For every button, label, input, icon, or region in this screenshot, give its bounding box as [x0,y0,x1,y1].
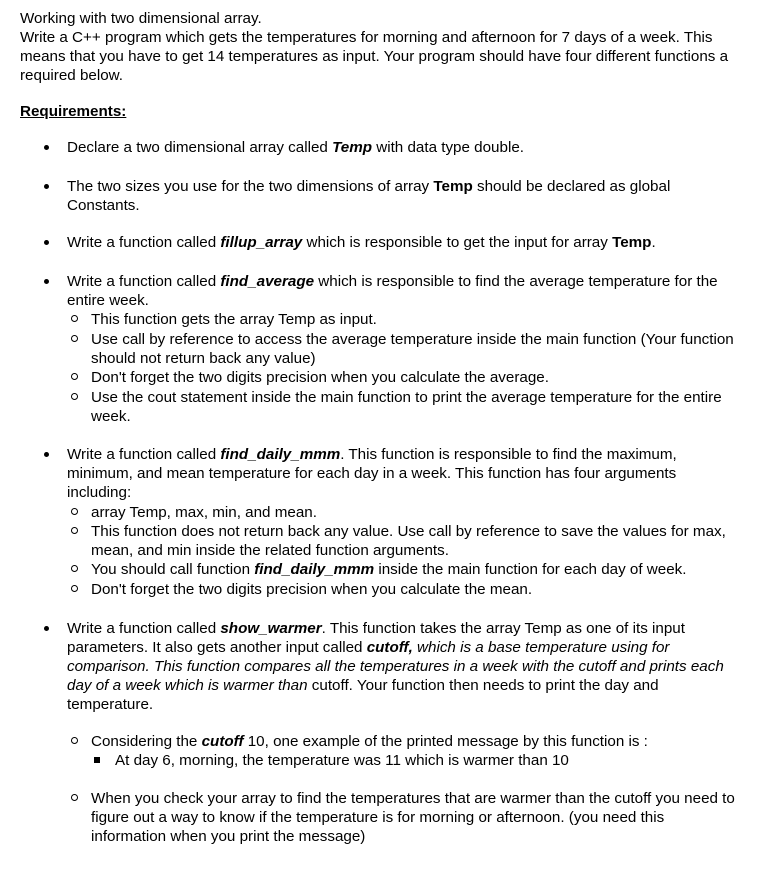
intro [20,9,750,85]
requirement-item-find-average [67,272,739,310]
sub-item: Use call by reference to access the average temperature inside the main function (Your function should not return back any value) [91,330,739,368]
text: The two sizes you use for the two dimensions of array [67,178,434,195]
keyword-temp: Temp [433,178,473,195]
requirement-item-global-constants [67,177,739,215]
keyword-cutoff: cutoff [201,733,244,750]
text: . This function is responsible to find the maximum, minimum, and mean temperature for each day in a week. This function has four arguments including: [67,446,677,501]
sub-item: This function does not return back any value. Use call by reference to save the values for max, mean, and min inside the related function arguments. [91,522,739,560]
example-message: At day 6, morning, the temperature was 11 which is warmer than 10 [115,751,735,770]
requirement-item-fillup-array [67,233,739,252]
keyword-temp: Temp [612,234,652,251]
text: Declare a two dimensional array called [67,139,333,156]
text: cutoff. Your function then needs to print the day and temperature. [67,677,659,713]
text: which is responsible to get the input for array [302,234,613,251]
requirement-item-show-warmer [67,619,739,714]
text: should be declared as global Constants. [67,178,671,214]
requirements-heading: Requirements: [20,103,127,120]
text: with data type double. [372,139,524,156]
text: You should call function [91,561,255,578]
keyword-find-daily-mmm: find_daily_mmm [220,446,341,463]
intro-description: Write a C++ program which gets the temperatures for morning and afternoon for 7 days of a week. This means that you have to get 14 temperatures as input. Your program should have four different functions a required below. [20,29,729,84]
intro-title: Working with two dimensional array. [20,10,262,27]
sub-item: Don't forget the two digits precision when you calculate the mean. [91,580,739,599]
text: Considering the [91,733,202,750]
sub-item: Use the cout statement inside the main function to print the average temperature for the entire week. [91,388,739,426]
sub-item: This function gets the array Temp as input. [91,310,739,329]
keyword-find-average: find_average [220,273,315,290]
keyword-show-warmer: show_warmer [220,620,322,637]
keyword-find-daily-mmm: find_daily_mmm [254,561,375,578]
text: which is responsible to find the average temperature for the entire week. [67,273,718,309]
text: Write a function called [67,273,221,290]
text: 10, one example of the printed message by this function is : [243,733,648,750]
requirement-item-find-daily-mmm [67,445,739,502]
text: . This function takes the array Temp as one of its input parameters. It also gets another input called [67,620,685,656]
requirement-item-declare-array [67,138,739,157]
text: Write a function called [67,234,221,251]
text: . [651,234,656,251]
sub-item: array Temp, max, min, and mean. [91,503,739,522]
text: inside the main function for each day of week. [374,561,687,578]
text: Write a function called [67,446,221,463]
text: Write a function called [67,620,221,637]
keyword-temp: Temp [332,139,373,156]
keyword-cutoff: cutoff, [366,639,413,656]
italic-text: which is a base temperature using for comparison. This function compares all the temperatures in a week with the cutoff and prints each day of a week which is warmer than [67,639,724,694]
sub-item [91,732,739,751]
sub-item: When you check your array to find the temperatures that are warmer than the cutoff you need to figure out a way to know if the temperature is for morning or afternoon. (you need this information when you print the message) [91,789,739,846]
keyword-fillup-array: fillup_array [220,234,303,251]
sub-item: Don't forget the two digits precision when you calculate the average. [91,368,739,387]
sub-item [91,560,739,579]
